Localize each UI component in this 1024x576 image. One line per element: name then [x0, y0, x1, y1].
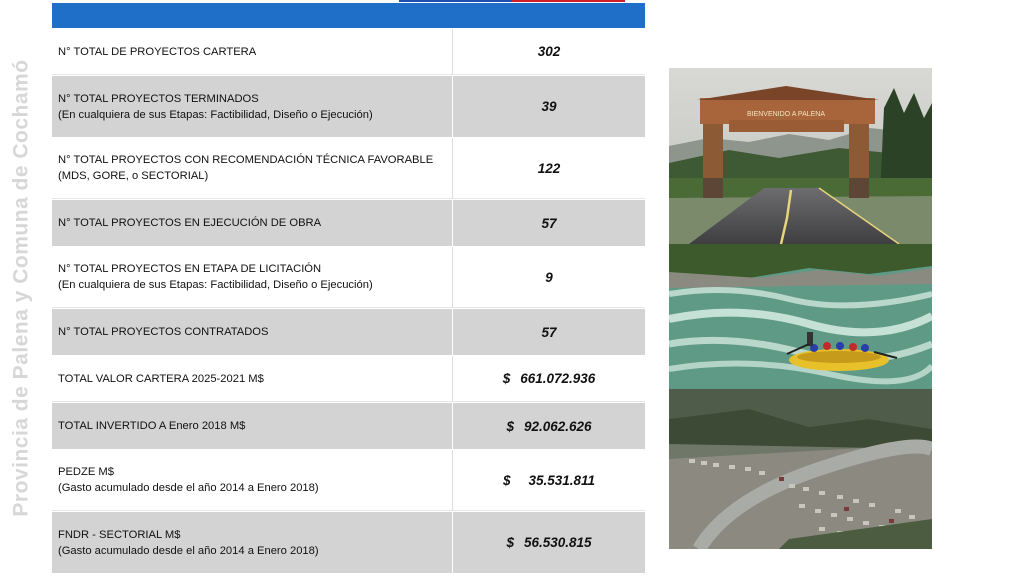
row-value-cell	[453, 356, 645, 402]
row-value: 57	[541, 215, 557, 231]
row-label: PEDZE M$	[58, 466, 114, 478]
table-row	[52, 449, 645, 511]
row-value-cell	[453, 138, 645, 199]
table-row	[52, 308, 645, 355]
river-rafting-photo	[669, 244, 932, 389]
row-label: FNDR - SECTORIAL M$	[58, 528, 181, 541]
row-label: N° TOTAL PROYECTOS CON RECOMENDACIÓN TÉCNICA FAVORABLE	[58, 154, 434, 166]
row-sublabel: (En cualquiera de sus Etapas: Factibilidad, Diseño o Ejecución)	[58, 279, 373, 291]
row-value-cell	[453, 29, 645, 75]
currency-symbol: $	[502, 371, 511, 386]
row-value: 56.530.815	[523, 535, 592, 550]
row-value: 39	[541, 99, 557, 114]
table-header-bar	[52, 3, 645, 28]
table-row	[52, 75, 645, 137]
table-row	[52, 402, 645, 449]
row-value-cell	[453, 309, 645, 355]
row-value: 661.072.936	[520, 371, 596, 386]
row-label-cell	[52, 247, 453, 308]
row-value-cell	[453, 403, 645, 449]
row-label-cell	[52, 450, 453, 511]
row-value: 92.062.626	[523, 418, 592, 434]
row-value-cell	[453, 512, 645, 573]
row-label-cell	[52, 76, 453, 137]
row-label: N° TOTAL PROYECTOS EN ETAPA DE LICITACIÓN	[58, 263, 322, 275]
photo-column	[669, 68, 932, 549]
side-title-text: Provincia de Palena y Comuna de Cochamó	[10, 59, 34, 517]
row-value-cell	[453, 450, 645, 511]
welcome-arch-photo	[669, 68, 932, 244]
row-sublabel: (Gasto acumulado desde el año 2014 a Enero 2018)	[58, 482, 319, 494]
currency-symbol: $	[506, 418, 514, 434]
row-label: N° TOTAL PROYECTOS TERMINADOS	[58, 92, 259, 105]
table-row	[52, 355, 645, 402]
row-label-cell	[52, 356, 453, 402]
row-label-cell	[52, 29, 453, 75]
town-aerial-photo	[669, 389, 932, 549]
row-label-cell	[52, 138, 453, 199]
row-value: 35.531.811	[528, 472, 596, 488]
row-value: 302	[537, 44, 561, 59]
row-label: N° TOTAL PROYECTOS EN EJECUCIÓN DE OBRA	[58, 217, 322, 229]
currency-symbol: $	[506, 535, 514, 550]
table-row	[52, 246, 645, 308]
table-row	[52, 199, 645, 246]
projects-table	[52, 3, 645, 573]
row-label-cell	[52, 403, 453, 449]
row-label: TOTAL INVERTIDO A Enero 2018 M$	[58, 420, 246, 432]
flag-stripe-blue	[399, 0, 512, 2]
row-label-cell	[52, 512, 453, 573]
row-sublabel: (MDS, GORE, o SECTORIAL)	[58, 170, 209, 182]
table-row	[52, 511, 645, 573]
row-value-cell	[453, 76, 645, 137]
side-title	[0, 0, 44, 576]
row-label: N° TOTAL PROYECTOS CONTRATADOS	[58, 326, 269, 338]
flag-stripe-red	[512, 0, 625, 2]
row-value: 9	[545, 269, 553, 285]
table-row	[52, 28, 645, 75]
row-label-cell	[52, 200, 453, 246]
row-label: N° TOTAL DE PROYECTOS CARTERA	[58, 45, 257, 58]
row-label: TOTAL VALOR CARTERA 2025-2021 M$	[58, 372, 264, 385]
arch-sign-text: BIENVENIDO A PALENA	[746, 111, 826, 118]
row-sublabel: (Gasto acumulado desde el año 2014 a Enero 2018)	[58, 544, 319, 557]
row-value: 57	[541, 324, 557, 340]
table-row	[52, 137, 645, 199]
row-value-cell	[453, 247, 645, 308]
row-label-cell	[52, 309, 453, 355]
row-value-cell	[453, 200, 645, 246]
row-sublabel: (En cualquiera de sus Etapas: Factibilidad, Diseño o Ejecución)	[58, 108, 373, 121]
currency-symbol: $	[502, 472, 511, 488]
row-value: 122	[537, 160, 561, 176]
